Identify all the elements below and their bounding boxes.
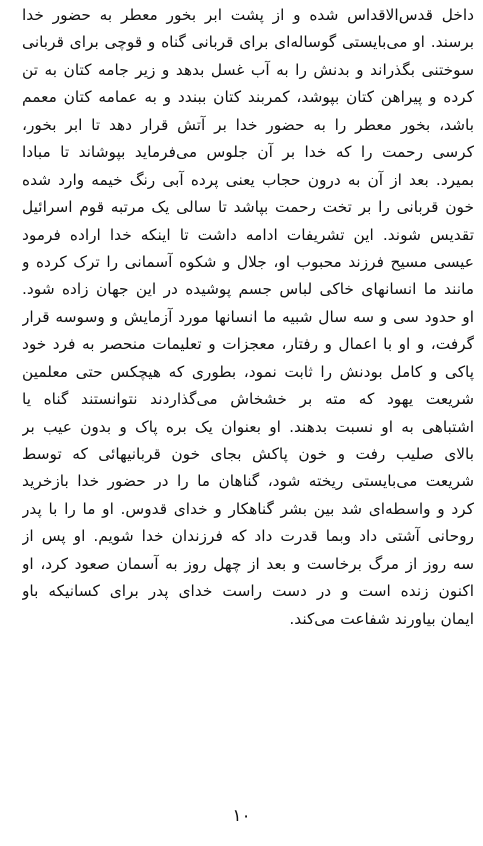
text-line: شریعت یهود که مته بر خشخاش می‌گذاردند نتوانستند گناه یا (22, 390, 474, 409)
text-line: کرد و واسطه‌ای شد بین بشر گناهکار و خدای قدوس. او ما را با پدر (22, 499, 474, 518)
text-line: بالای صلیب رفت و خون پاکش بجای خون قربانیهائی که توسط (22, 445, 474, 463)
text-line: شریعت می‌بایستی ریخته شود، گناهان ما را در حضور خدا بازخرید (22, 472, 474, 491)
text-line: عیسی مسیح فرزند محبوب او، جلال و شکوه آسمانی را ترک کرده و (22, 252, 474, 271)
text-line: باشد، بخور معطر را به حضور خدا بر آتش قرار دهد تا ابر بخور، (22, 115, 474, 134)
text-line: برسند. او می‌بایستی گوساله‌ای برای قربانی گناه و قوچی برای قربانی (22, 33, 474, 52)
text-line: تقدیس شوند. این تشریفات ادامه داشت تا اینکه خدا اراده فرمود (22, 225, 474, 244)
text-line: سه روز از مرگ برخاست و بعد از چهل روز به آسمان صعود کرد، او (22, 554, 474, 573)
text-line: کرده و پیراهن کتان بپوشد، کمربند کتان ببندد و به عمامه کتان معمم (22, 88, 474, 107)
text-line: کرسی رحمت را که خدا بر آن جلوس می‌فرماید بپوشاند تا مبادا (22, 143, 474, 162)
text-line: بمیرد. بعد از آن به درون حجاب یعنی پرده آبی رنگ خیمه وارد شده (22, 170, 474, 189)
text-line: اکنون زنده است و در دست راست خدای پدر برای کسانیکه باو (22, 582, 474, 601)
text-line: ایمان بیاورند شفاعت می‌کند. (289, 609, 474, 628)
text-line: مانند ما انسانهای خاکی لباس جسم پوشیده در این جهان زاده شود. (22, 280, 474, 299)
text-line: گرفت، و او با اعمال و رفتار، معجزات و تعلیمات منحصر به فرد خود (22, 335, 474, 354)
text-line: سوختنی بگذراند و بدنش را به آب غسل بدهد و زیر جامه کتان به تن (22, 60, 474, 79)
text-line: پاکی و کامل بودنش را ثابت نمود، بطوری که هیچکس حتی معلمین (22, 362, 474, 381)
page-number: ۱۰ (232, 806, 251, 826)
text-line: او حدود سی و سه سال شبیه ما انسانها مورد آزمایش و وسوسه قرار (22, 307, 474, 326)
body-text (22, 2, 474, 633)
text-line: اشتباهی به او نسبت بدهند. او بعنوان یک بره پاک و بدون عیب بر (22, 417, 474, 436)
text-line: داخل قدس‌الاقداس شده و از پشت ابر بخور معطر به حضور خدا (22, 6, 474, 24)
text-line: روحانی آشتی داد وبما قدرت داد که فرزندان خدا شویم. او پس از (22, 527, 474, 546)
text-line: خون قربانی را بر تخت رحمت بپاشد تا سالی یک مرتبه قوم اسرائیل (22, 198, 474, 217)
